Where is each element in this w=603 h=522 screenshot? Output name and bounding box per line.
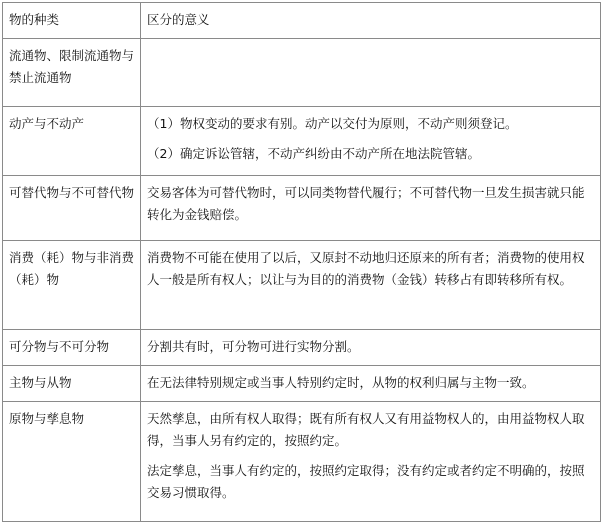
row-paragraph: （1）物权变动的要求有别。动产以交付为原则，不动产则须登记。 (147, 116, 518, 131)
header-cell-significance: 区分的意义 (141, 3, 601, 39)
header-cell-category: 物的种类 (3, 3, 141, 39)
row-significance (141, 241, 601, 330)
row-paragraph: 法定孳息，当事人有约定的，按照约定取得；没有约定或者约定不明确的，按照交易习惯取得。 (147, 463, 585, 500)
row-category: 可分物与不可分物 (3, 330, 141, 366)
row-significance (141, 366, 601, 402)
table-row (3, 366, 601, 402)
table-row (3, 241, 601, 330)
row-category: 原物与孳息物 (3, 402, 141, 522)
row-paragraph: 消费物不可能在使用了以后，又原封不动地归还原来的所有者；消费物的使用权人一般是所有权人；以让与为目的的消费物（金钱）转移占有即转移所有权。 (147, 250, 585, 287)
row-category: 动产与不动产 (3, 107, 141, 176)
row-paragraph: 在无法律特别规定或当事人特别约定时，从物的权利归属与主物一致。 (147, 375, 535, 390)
table-row (3, 39, 601, 107)
row-category: 流通物、限制流通物与禁止流通物 (3, 39, 141, 107)
row-significance (141, 176, 601, 241)
table-row (3, 176, 601, 241)
row-category: 消费（耗）物与非消费（耗）物 (3, 241, 141, 330)
row-paragraph: 交易客体为可替代物时，可以同类物替代履行；不可替代物一旦发生损害就只能转化为金钱赔偿。 (147, 185, 585, 222)
row-significance (141, 330, 601, 366)
row-paragraph: （2）确定诉讼管辖，不动产纠纷由不动产所在地法院管辖。 (147, 146, 480, 161)
table-row (3, 330, 601, 366)
row-paragraph: 分割共有时，可分物可进行实物分割。 (147, 339, 360, 354)
table-row (3, 107, 601, 176)
table-header-row (3, 3, 601, 39)
property-classification-table (2, 2, 601, 522)
row-category: 可替代物与不可替代物 (3, 176, 141, 241)
row-significance (141, 39, 601, 107)
row-significance (141, 107, 601, 176)
row-significance (141, 402, 601, 522)
row-paragraph: 天然孳息，由所有权人取得；既有所有权人又有用益物权人的，由用益物权人取得，当事人另有约定的，按照约定。 (147, 411, 585, 448)
row-category: 主物与从物 (3, 366, 141, 402)
table-row (3, 402, 601, 522)
